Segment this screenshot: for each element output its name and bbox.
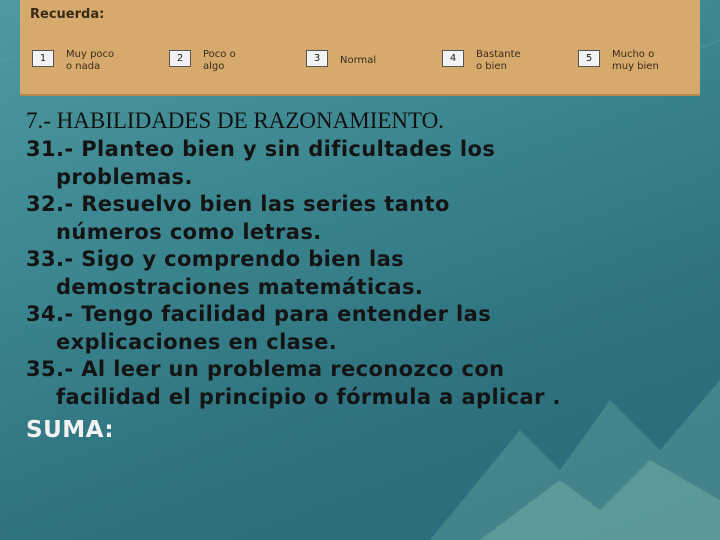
scale-number-box: 4: [442, 50, 464, 67]
scale-number-box: 2: [169, 50, 191, 67]
scale-label: Normal: [340, 55, 377, 66]
question-item-33: [26, 246, 716, 301]
question-text: 34.- Tengo facilidad para entender las: [26, 302, 492, 326]
scale-label: Poco o algo: [203, 49, 236, 72]
scale-label: Mucho o muy bien: [612, 49, 659, 72]
scale-number-box: 1: [32, 50, 54, 67]
question-item-31: [26, 136, 716, 191]
scale-number-box: 3: [306, 50, 328, 67]
question-text: 35.- Al leer un problema reconozco con: [26, 357, 505, 381]
legend-title: Recuerda:: [30, 7, 105, 22]
scale-number-box: 5: [578, 50, 600, 67]
question-item-35: [26, 356, 716, 411]
question-text: 32.- Resuelvo bien las series tanto: [26, 192, 450, 216]
question-text-continued: facilidad el principio o fórmula a aplicar .: [56, 384, 561, 409]
scale-label: Bastante o bien: [476, 49, 521, 72]
total-label: SUMA:: [26, 417, 115, 443]
question-text-continued: números como letras.: [56, 219, 322, 244]
question-item-34: [26, 301, 716, 356]
question-text-continued: problemas.: [56, 164, 193, 189]
question-text: 31.- Planteo bien y sin dificultades los: [26, 137, 496, 161]
scale-label: Muy poco o nada: [66, 49, 115, 72]
question-item-32: [26, 191, 716, 246]
section-heading: 7.- HABILIDADES DE RAZONAMIENTO.: [26, 108, 445, 133]
question-text-continued: explicaciones en clase.: [56, 329, 338, 354]
question-text-continued: demostraciones matemáticas.: [56, 274, 424, 299]
questionnaire-section: [26, 106, 716, 448]
rating-scale-legend: [20, 0, 700, 96]
question-text: 33.- Sigo y comprendo bien las: [26, 247, 405, 271]
